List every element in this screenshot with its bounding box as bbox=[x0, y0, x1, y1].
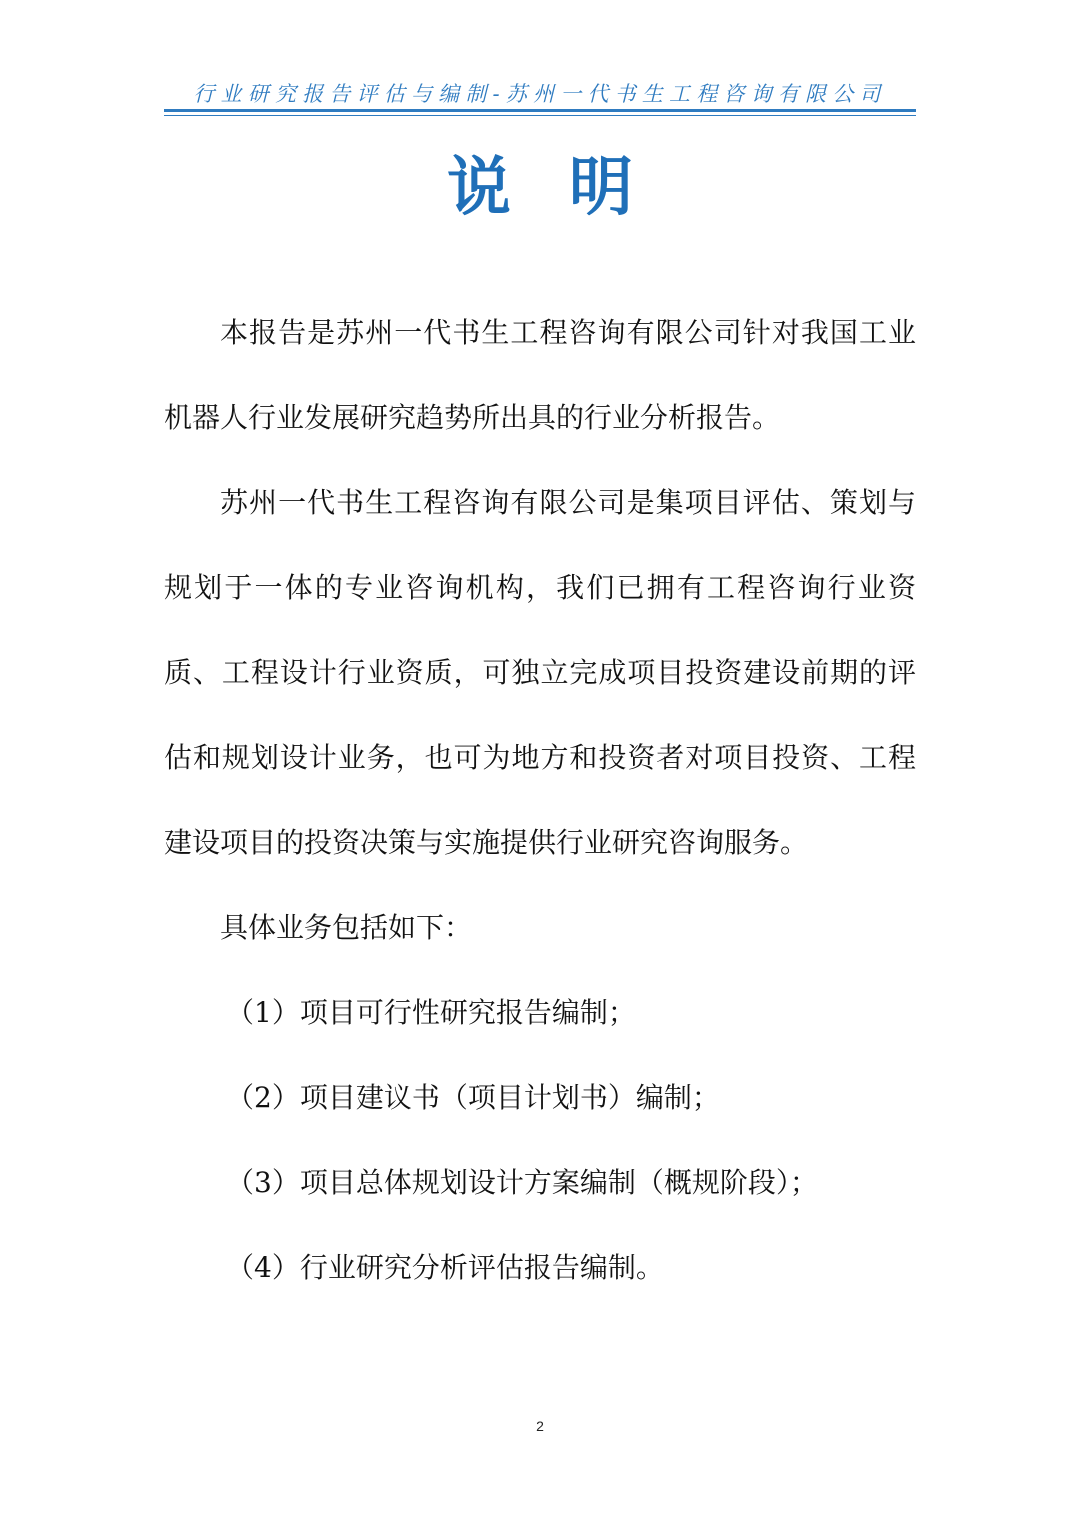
paragraph-company: 苏州一代书生工程咨询有限公司是集项目评估、策划与规划于一体的专业咨询机构，我们已拥有工程咨询行业资质、工程设计行业资质，可独立完成项目投资建设前期的评估和规划设计业务，也可为地方和投资者对项目投资、工程建设项目的投资决策与实施提供行业研究咨询服务。 bbox=[164, 486, 916, 859]
header-rule-thick bbox=[164, 109, 916, 112]
header-rule-thin bbox=[164, 115, 916, 116]
page-number: 2 bbox=[536, 1418, 544, 1434]
page-title: 说明 bbox=[447, 151, 691, 225]
running-header: 行业研究报告评估与编制-苏州一代书生工程咨询有限公司 bbox=[193, 82, 887, 106]
service-item: （4）行业研究分析评估报告编制。 bbox=[226, 1251, 664, 1284]
service-item: （3）项目总体规划设计方案编制（概规阶段）； bbox=[226, 1166, 818, 1199]
body-content bbox=[164, 290, 916, 1310]
paragraph-services-lead: 具体业务包括如下： bbox=[220, 911, 473, 944]
service-item: （2）项目建议书（项目计划书）编制； bbox=[226, 1081, 720, 1114]
service-item: （1）项目可行性研究报告编制； bbox=[226, 996, 636, 1029]
paragraph-intro: 本报告是苏州一代书生工程咨询有限公司针对我国工业机器人行业发展研究趋势所出具的行业分析报告。 bbox=[164, 316, 916, 434]
